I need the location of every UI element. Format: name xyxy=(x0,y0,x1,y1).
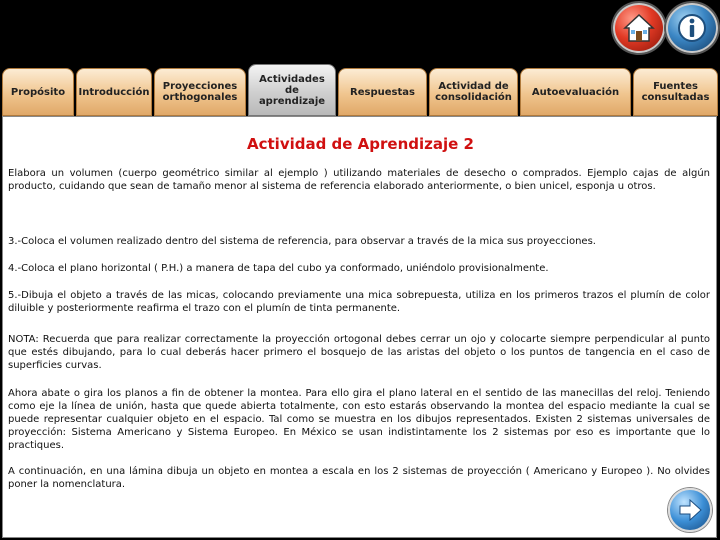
info-icon xyxy=(676,12,708,44)
home-button[interactable] xyxy=(613,3,665,53)
tab-respuestas[interactable]: Respuestas xyxy=(338,68,427,116)
tab-bar xyxy=(0,64,720,116)
paragraph-intro: Elabora un volumen (cuerpo geométrico similar al ejemplo ) utilizando materiales de desecho o comprados. Ejemplo cajas de algún producto, cuidando que sean de tamaño menor al sistema de referencia elaborado anteriormente, o bien unicel, esponja u otros. xyxy=(8,168,710,192)
info-button[interactable] xyxy=(666,3,718,53)
tab-proposito[interactable]: Propósito xyxy=(2,68,74,116)
arrow-right-icon xyxy=(678,499,702,521)
page-title: Actividad de Aprendizaje 2 xyxy=(247,135,474,153)
paragraph-note: NOTA: Recuerda que para realizar correctamente la proyección ortogonal debes cerrar un ojo y colocarte siempre perpendicular al punto que estés dibujando, para lo cual deberás hacer primero el bosquejo de las aristas del objeto o los puntos de tangencia en el caso de superficies curvas. xyxy=(8,334,710,371)
home-icon xyxy=(623,12,655,44)
paragraph-final: A continuación, en una lámina dibuja un objeto en montea a escala en los 2 sistemas de proyección ( Americano y Europeo ). No olvides poner la nomenclatura. xyxy=(8,466,710,490)
next-button[interactable] xyxy=(668,488,712,532)
tab-autoevaluacion[interactable]: Autoevaluación xyxy=(520,68,631,116)
tab-actividades-de-aprendizaje[interactable]: Actividades de aprendizaje xyxy=(248,64,336,116)
paragraph-step-4: 4.-Coloca el plano horizontal ( P.H.) a manera de tapa del cubo ya conformado, uniéndolo provisionalmente. xyxy=(8,263,549,274)
paragraph-step-3: 3.-Coloca el volumen realizado dentro del sistema de referencia, para observar a través de la mica sus proyecciones. xyxy=(8,236,596,247)
tab-introduccion[interactable]: Introducción xyxy=(76,68,152,116)
tab-fuentes-consultadas[interactable]: Fuentes consultadas xyxy=(633,68,718,116)
paragraph-step-5: 5.-Dibuja el objeto a través de las micas, colocando previamente una mica sobrepuesta, utiliza en los primeros trazos el plumín de color diluible y posteriormente reafirma el trazo con el plumín de tinta permanente. xyxy=(8,290,710,314)
paragraph-montea: Ahora abate o gira los planos a fin de obtener la montea. Para ello gira el plano lateral en el sentido de las manecillas del reloj. Teniendo como eje la línea de unión, hasta que quede abierta totalmente, con esto estarás observando la montea del espacio mediante la cual se puede representar cualquier objeto en el espacio. Tal como se muestra en los dibujos representados. Existen 2 sistemas universales de proyección: Sistema Americano y Sistema Europeo. En México se usan indistintamente los 2 sistemas por eso es importante que lo practiques. xyxy=(8,388,710,451)
tab-proyecciones-ortogonales[interactable]: Proyecciones orthogonales xyxy=(154,68,246,116)
tab-actividad-de-consolidacion[interactable]: Actividad de consolidación xyxy=(429,68,518,116)
content-panel xyxy=(2,116,717,538)
